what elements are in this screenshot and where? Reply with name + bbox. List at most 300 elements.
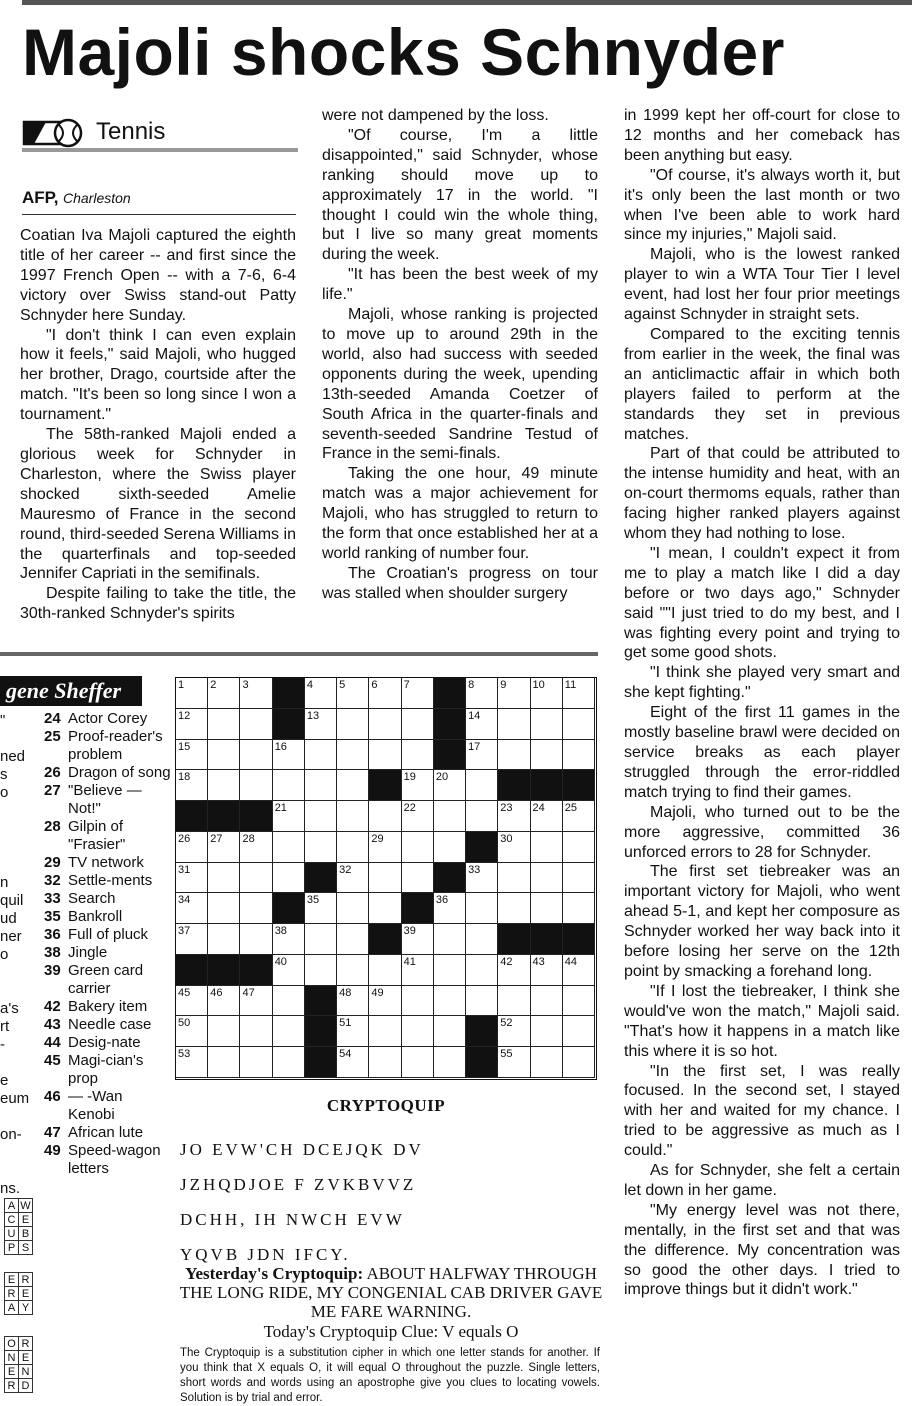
crossword-clues	[44, 710, 172, 1178]
tennis-ball-icon	[22, 118, 90, 148]
crossword-cell[interactable]	[402, 1047, 434, 1078]
crossword-cell[interactable]	[531, 801, 563, 832]
crossword-cell[interactable]	[498, 678, 530, 709]
crossword-cell[interactable]	[337, 863, 369, 894]
crossword-clue	[44, 782, 172, 818]
crossword-cell[interactable]	[305, 832, 337, 863]
crossword-cell[interactable]	[240, 893, 272, 924]
clue-text: Desig-nate	[68, 1034, 141, 1051]
section-rule	[22, 148, 298, 152]
clue-text: Actor Corey	[68, 710, 148, 727]
crossword-clue	[44, 1052, 172, 1088]
answer-letter: O	[5, 1337, 19, 1351]
crossword-cell[interactable]	[531, 678, 563, 709]
answer-letter: E	[19, 1287, 33, 1301]
crossword-cell[interactable]	[498, 740, 530, 771]
crossword-cell[interactable]	[563, 955, 595, 986]
crossword-clue	[44, 926, 172, 944]
crossword-block	[305, 863, 337, 894]
crossword-cell[interactable]	[337, 801, 369, 832]
crossword-clue	[44, 1142, 172, 1178]
crossword-block	[305, 986, 337, 1017]
article-paragraph: "I don't think I can even explain how it feels," said Majoli, who hugged her brother, Drago, courtside after the match. "It's been so long since I won a tournament."	[20, 326, 296, 424]
crossword-block	[498, 770, 530, 801]
clue-number: 42	[44, 998, 61, 1015]
clue-fragment: s	[0, 766, 8, 783]
cell-number: 45	[178, 986, 191, 999]
crossword-cell[interactable]	[305, 955, 337, 986]
crossword-cell[interactable]	[305, 770, 337, 801]
cell-number: 22	[403, 802, 416, 815]
crossword-cell[interactable]	[208, 863, 240, 894]
answer-letter: E	[5, 1365, 19, 1379]
clue-fragment: n	[0, 874, 9, 891]
crossword-cell[interactable]	[273, 863, 305, 894]
cell-number: 29	[371, 832, 384, 845]
article-paragraph: Majoli, who turned out to be the more aggressive, committed 36 unforced errors to 28 for Schnyder.	[624, 803, 900, 861]
cell-number: 3	[242, 679, 249, 691]
crossword-cell[interactable]	[434, 1047, 466, 1078]
crossword-cell[interactable]	[402, 709, 434, 740]
cell-number: 7	[403, 679, 410, 691]
cell-number: 17	[468, 740, 481, 753]
crossword-cell[interactable]	[466, 986, 498, 1017]
crossword-cell[interactable]	[337, 924, 369, 955]
cell-number: 35	[306, 894, 320, 907]
crossword-cell[interactable]	[208, 770, 240, 801]
clue-number: 35	[44, 908, 61, 925]
crossword-cell[interactable]	[337, 770, 369, 801]
clue-text: Bakery item	[68, 998, 148, 1015]
clue-number: 49	[44, 1142, 61, 1159]
crossword-cell[interactable]	[240, 1047, 272, 1078]
crossword-cell[interactable]	[208, 1047, 240, 1078]
clue-number: 33	[44, 890, 61, 907]
cell-number: 5	[339, 679, 346, 691]
crossword-cell[interactable]	[337, 832, 369, 863]
crossword-cell[interactable]	[305, 924, 337, 955]
crossword-cell[interactable]	[531, 986, 563, 1017]
top-rule	[22, 0, 912, 5]
crossword-cell[interactable]	[531, 1047, 563, 1078]
crossword-cell[interactable]	[337, 986, 369, 1017]
article-paragraph: Majoli, whose ranking is projected to move up to around 29th in the world, also had success with seeded opponents during the week, upending 13th-seeded Amanda Coetzer of South Africa in the quarter-finals and seventh-seeded Sandrine Testud of France in the semi-finals.	[322, 306, 598, 463]
clue-fragment: -	[0, 1036, 5, 1053]
cryptoquip-title: CRYPTOQUIP	[326, 1096, 446, 1115]
cell-number: 11	[564, 679, 577, 691]
crossword-cell[interactable]	[176, 893, 208, 924]
cell-number: 16	[274, 740, 287, 753]
crossword-cell[interactable]	[402, 924, 434, 955]
clue-number: 36	[44, 926, 61, 943]
answer-fragment-grid	[4, 1272, 33, 1315]
crossword-cell[interactable]	[337, 955, 369, 986]
crossword-cell[interactable]	[176, 1047, 208, 1078]
answer-letter: E	[19, 1351, 33, 1365]
article-paragraph: in 1999 kept her off-court for close to 12 months and her comeback has been anything but easy.	[624, 107, 900, 164]
clue-text: Proof-reader's problem	[68, 728, 163, 763]
cell-number: 30	[500, 832, 513, 845]
crossword-cell[interactable]	[434, 924, 466, 955]
crossword-cell[interactable]	[176, 863, 208, 894]
crossword-cell[interactable]	[273, 770, 305, 801]
crossword-clue	[44, 944, 172, 962]
crossword-block	[466, 1016, 498, 1047]
crossword-cell[interactable]	[208, 832, 240, 863]
answer-letter: D	[19, 1379, 33, 1393]
cell-number: 10	[532, 679, 545, 691]
crossword-cell[interactable]	[531, 863, 563, 894]
crossword-cell[interactable]	[369, 740, 401, 771]
crossword-cell[interactable]	[402, 678, 434, 709]
crossword-cell[interactable]	[176, 832, 208, 863]
crossword-block	[563, 924, 595, 955]
article-paragraph: "My energy level was not there, mentally, in the first set and that was the difference. My concentration was so good the other days. I tried to improve things but it didn't work."	[624, 1201, 900, 1299]
crossword-cell[interactable]	[369, 801, 401, 832]
crossword-cell[interactable]	[402, 1016, 434, 1047]
crossword-cell[interactable]	[531, 893, 563, 924]
clue-number: 27	[44, 782, 61, 799]
crossword-cell[interactable]	[434, 801, 466, 832]
crossword-cell[interactable]	[273, 924, 305, 955]
clue-fragment: ner	[0, 928, 22, 945]
crossword-cell[interactable]	[498, 801, 530, 832]
crossword-cell[interactable]	[240, 709, 272, 740]
crossword-cell[interactable]	[176, 986, 208, 1017]
crossword-block	[434, 709, 466, 740]
crossword-cell[interactable]	[498, 893, 530, 924]
article-paragraph: The Croatian's progress on tour was stalled when shoulder surgery	[322, 564, 598, 602]
crossword-cell[interactable]	[240, 1016, 272, 1047]
crossword-cell[interactable]	[498, 832, 530, 863]
crossword-cell[interactable]	[369, 986, 401, 1017]
article-paragraph: "It has been the best week of my life."	[322, 266, 598, 304]
crossword-cell[interactable]	[466, 770, 498, 801]
crossword-cell[interactable]	[273, 1016, 305, 1047]
cell-number: 20	[435, 771, 449, 784]
answer-letter: B	[19, 1227, 33, 1241]
cell-number: 18	[178, 771, 191, 784]
crossword-cell[interactable]	[337, 893, 369, 924]
cell-number: 25	[564, 802, 578, 815]
crossword-cell[interactable]	[466, 955, 498, 986]
crossword-clue	[44, 710, 172, 728]
crossword-cell[interactable]	[498, 955, 530, 986]
crossword-block	[240, 801, 272, 832]
crossword-block	[402, 893, 434, 924]
cell-number: 34	[178, 894, 191, 907]
crossword-clue	[44, 872, 172, 890]
crossword-block	[273, 709, 305, 740]
crossword-cell[interactable]	[466, 709, 498, 740]
crossword-cell[interactable]	[466, 863, 498, 894]
crossword-cell[interactable]	[434, 986, 466, 1017]
crossword-cell[interactable]	[466, 924, 498, 955]
crossword-cell[interactable]	[337, 1016, 369, 1047]
crossword-cell[interactable]	[176, 770, 208, 801]
cell-number: 8	[468, 679, 475, 691]
crossword-cell[interactable]	[466, 893, 498, 924]
answer-letter: R	[19, 1273, 33, 1287]
article-paragraph: Majoli, who is the lowest ranked player to win a WTA Tour Tier I level event, had lost her four prior meetings against Schnyder in straight sets.	[624, 246, 900, 324]
cell-number: 44	[564, 955, 578, 968]
clue-text: "Believe — Not!"	[68, 782, 142, 817]
crossword-block	[305, 1016, 337, 1047]
clue-text: Gilpin of "Frasier"	[68, 818, 126, 853]
clue-fragment: "	[0, 712, 6, 729]
crossword-cell[interactable]	[273, 986, 305, 1017]
crossword-block	[369, 924, 401, 955]
clue-number: 32	[44, 872, 61, 889]
crossword-cell[interactable]	[369, 955, 401, 986]
crossword-clue	[44, 1088, 172, 1124]
crossword-cell[interactable]	[402, 863, 434, 894]
answer-letter: A	[5, 1301, 19, 1315]
cell-number: 38	[274, 925, 287, 938]
crossword-cell[interactable]	[402, 801, 434, 832]
answer-letter: S	[19, 1241, 33, 1255]
crossword-block	[434, 740, 466, 771]
cell-number: 4	[306, 679, 314, 691]
answer-fragment-grid	[4, 1336, 33, 1393]
crossword-block	[273, 678, 305, 709]
crossword-cell[interactable]	[369, 1047, 401, 1078]
crossword-cell[interactable]	[337, 740, 369, 771]
crossword-cell[interactable]	[176, 740, 208, 771]
crossword-clue	[44, 908, 172, 926]
crossword-block	[305, 1047, 337, 1078]
crossword-cell[interactable]	[563, 801, 595, 832]
crossword-cell[interactable]	[305, 678, 337, 709]
clue-number: 39	[44, 962, 61, 979]
crossword-cell[interactable]	[466, 740, 498, 771]
cell-number: 47	[242, 986, 255, 999]
crossword-cell[interactable]	[369, 1016, 401, 1047]
crossword-cell[interactable]	[369, 893, 401, 924]
crossword-cell[interactable]	[240, 770, 272, 801]
crossword-cell[interactable]	[531, 832, 563, 863]
clue-text: Magi-cian's prop	[68, 1052, 144, 1087]
crossword-cell[interactable]	[305, 801, 337, 832]
crossword-cell[interactable]	[434, 893, 466, 924]
article-paragraph: The first set tiebreaker was an important victory for Majoli, who went ahead 5-1, and kept her composure as Schnyder worked her way back into it before losing her serve on the 12th point by smacking a forehand long.	[624, 863, 900, 980]
crossword-cell[interactable]	[563, 863, 595, 894]
article-paragraph: "Of course, I'm a little disappointed," said Schnyder, whose ranking should move up to approximately 17 in the world. "I thought I could win the whole thing, but I live so many great moments during the week.	[322, 126, 598, 264]
crossword-cell[interactable]	[240, 863, 272, 894]
crossword-cell[interactable]	[402, 986, 434, 1017]
crossword-block	[434, 678, 466, 709]
crossword-cell[interactable]	[434, 1016, 466, 1047]
crossword-cell[interactable]	[337, 1047, 369, 1078]
crossword-cell[interactable]	[240, 832, 272, 863]
crossword-cell[interactable]	[563, 986, 595, 1017]
crossword-cell[interactable]	[531, 740, 563, 771]
crossword-cell[interactable]	[563, 893, 595, 924]
article-paragraph: Despite failing to take the title, the 30th-ranked Schnyder's spirits	[20, 585, 296, 623]
crossword-block	[240, 955, 272, 986]
answer-letter: Y	[19, 1301, 33, 1315]
clue-number: 28	[44, 818, 61, 835]
cryptoquip-line: YQVB JDN IFCY.	[180, 1245, 351, 1264]
clue-number: 25	[44, 728, 61, 745]
article-paragraph: Part of that could be attributed to the intense humidity and heat, with an on-court thermoms equals, rather than facing higher ranked players against whom they had nothing to lose.	[624, 445, 900, 543]
clue-fragment: ud	[0, 910, 17, 927]
answer-letter: E	[19, 1213, 33, 1227]
crossword-cell[interactable]	[273, 740, 305, 771]
crossword-cell[interactable]	[208, 893, 240, 924]
crossword-cell[interactable]	[240, 924, 272, 955]
crossword-cell[interactable]	[402, 770, 434, 801]
crossword-cell[interactable]	[337, 709, 369, 740]
cryptoquip-yesterday	[176, 1264, 606, 1321]
crossword-block	[176, 801, 208, 832]
crossword-cell[interactable]	[273, 955, 305, 986]
crossword-cell[interactable]	[563, 709, 595, 740]
crossword-cell[interactable]	[176, 1016, 208, 1047]
crossword-cell[interactable]	[563, 1016, 595, 1047]
clue-text: Search	[68, 890, 116, 907]
crossword-cell[interactable]	[305, 740, 337, 771]
crossword-block	[208, 801, 240, 832]
article-paragraph: The 58th-ranked Majoli ended a glorious week for Schnyder in Charleston, where the Swiss player shocked sixth-seeded Amelie Mauresmo of France in the second round, third-seeded Serena Williams in the quarterfinals and top-seeded Jennifer Capriati in the semifinals.	[20, 426, 296, 583]
yesterday-answer: ABOUT HALFWAY THROUGH THE LONG RIDE, MY CONGENIAL CAB DRIVER GAVE ME FARE WARNING.	[179, 1264, 603, 1321]
crossword-cell[interactable]	[337, 678, 369, 709]
crossword-cell[interactable]	[369, 863, 401, 894]
article-paragraph: "In the first set, I was really focused. In the second set, I stayed with her and waited for my chance. I tried to be aggressive as much as I could."	[624, 1062, 900, 1160]
crossword-cell[interactable]	[434, 770, 466, 801]
clue-text: TV network	[68, 854, 144, 871]
crossword-cell[interactable]	[498, 863, 530, 894]
answer-letter: N	[19, 1365, 33, 1379]
crossword-cell[interactable]	[305, 709, 337, 740]
clue-text: Needle case	[68, 1016, 152, 1033]
crossword-cell[interactable]	[273, 801, 305, 832]
clue-fragment: ns.	[0, 1180, 21, 1197]
article-paragraph: Eight of the first 11 games in the mostly baseline brawl were decided on service breaks as each player struggled through the error-riddled match trying to find their games.	[624, 704, 900, 801]
cell-number: 27	[210, 832, 223, 845]
crossword-cell[interactable]	[402, 832, 434, 863]
crossword-block	[498, 924, 530, 955]
crossword-cell[interactable]	[208, 740, 240, 771]
crossword-cell[interactable]	[563, 678, 595, 709]
crossword-cell[interactable]	[402, 955, 434, 986]
cell-number: 26	[178, 832, 191, 845]
section-label	[22, 114, 298, 150]
crossword-clue	[44, 962, 172, 998]
crossword-grid[interactable]	[175, 677, 597, 1080]
crossword-cell[interactable]	[466, 801, 498, 832]
clue-fragment: quil	[0, 892, 24, 909]
crossword-cell[interactable]	[563, 832, 595, 863]
crossword-cell[interactable]	[208, 709, 240, 740]
crossword-cell[interactable]	[208, 924, 240, 955]
crossword-block	[176, 955, 208, 986]
crossword-cell[interactable]	[369, 709, 401, 740]
clue-text: Jingle	[68, 944, 108, 961]
crossword-cell[interactable]	[434, 832, 466, 863]
crossword-cell[interactable]	[208, 986, 240, 1017]
crossword-cell[interactable]	[369, 678, 401, 709]
crossword-cell[interactable]	[240, 740, 272, 771]
crossword-block	[273, 893, 305, 924]
clue-number: 44	[44, 1034, 61, 1051]
crossword-clue	[44, 728, 172, 764]
cell-number: 24	[532, 802, 545, 815]
clue-fragment: rt	[0, 1018, 10, 1035]
crossword-block	[531, 770, 563, 801]
cell-number: 19	[403, 771, 416, 784]
clue-number: 47	[44, 1124, 61, 1141]
crossword-cell[interactable]	[531, 955, 563, 986]
crossword-block	[563, 770, 595, 801]
crossword-cell[interactable]	[240, 678, 272, 709]
article-paragraph: "I think she played very smart and she kept fighting."	[624, 664, 900, 702]
crossword-cell[interactable]	[305, 893, 337, 924]
cryptoquip-line: JO EVW'CH DCEJQK DV	[180, 1140, 424, 1159]
puzzle-divider	[0, 652, 598, 656]
crossword-cell[interactable]	[208, 678, 240, 709]
crossword-cell[interactable]	[531, 709, 563, 740]
crossword-cell[interactable]	[369, 832, 401, 863]
crossword-cell[interactable]	[498, 709, 530, 740]
cell-number: 14	[468, 709, 481, 722]
crossword-cell[interactable]	[176, 924, 208, 955]
crossword-cell[interactable]	[240, 986, 272, 1017]
article-paragraph: "I mean, I couldn't expect it from me to play a match like I did a day before or two days ago," Schnyder said ""I just tried to do my best, and I was fighting every point and trying to get some good shots.	[624, 544, 900, 662]
cell-number: 46	[210, 986, 223, 999]
cell-number: 53	[178, 1048, 191, 1061]
answer-letter: R	[5, 1287, 19, 1301]
clue-number: 46	[44, 1088, 61, 1105]
crossword-cell[interactable]	[176, 678, 208, 709]
clue-number: 24	[44, 710, 61, 727]
cell-number: 1	[178, 679, 185, 691]
answer-letter: U	[5, 1227, 19, 1241]
crossword-block	[466, 1047, 498, 1078]
article-column-1	[20, 226, 296, 624]
clue-number: 45	[44, 1052, 61, 1069]
crossword-cell[interactable]	[176, 709, 208, 740]
crossword-clue	[44, 998, 172, 1016]
crossword-cell[interactable]	[273, 1047, 305, 1078]
clue-fragment: ned	[0, 748, 26, 765]
crossword-cell[interactable]	[498, 986, 530, 1017]
clue-text: Settle-ments	[68, 872, 153, 889]
cell-number: 21	[274, 802, 287, 815]
crossword-cell[interactable]	[531, 1016, 563, 1047]
crossword-cell[interactable]	[434, 955, 466, 986]
crossword-cell[interactable]	[208, 1016, 240, 1047]
clue-fragment: o	[0, 946, 9, 963]
clue-number: 43	[44, 1016, 61, 1033]
byline	[22, 188, 296, 215]
crossword-cell[interactable]	[563, 740, 595, 771]
crossword-cell[interactable]	[498, 1016, 530, 1047]
article-paragraph: "If I lost the tiebreaker, I think she would've won the match," Majoli said. "That's how it happens in a match like this where it is so hot.	[624, 982, 900, 1060]
answer-fragment-grid	[4, 1198, 33, 1255]
article-paragraph: "Of course, it's always worth it, but it's only been the last month or two when I've been able to work hard since my injuries," Majoli said.	[624, 166, 900, 244]
answer-letter: R	[5, 1379, 19, 1393]
crossword-cell[interactable]	[563, 1047, 595, 1078]
crossword-cell[interactable]	[273, 832, 305, 863]
clue-number: 38	[44, 944, 61, 961]
crossword-clue	[44, 890, 172, 908]
crossword-cell[interactable]	[498, 1047, 530, 1078]
crossword-cell[interactable]	[466, 678, 498, 709]
crossword-cell[interactable]	[402, 740, 434, 771]
clue-fragment: on-	[0, 1126, 22, 1143]
cell-number: 37	[178, 925, 191, 938]
